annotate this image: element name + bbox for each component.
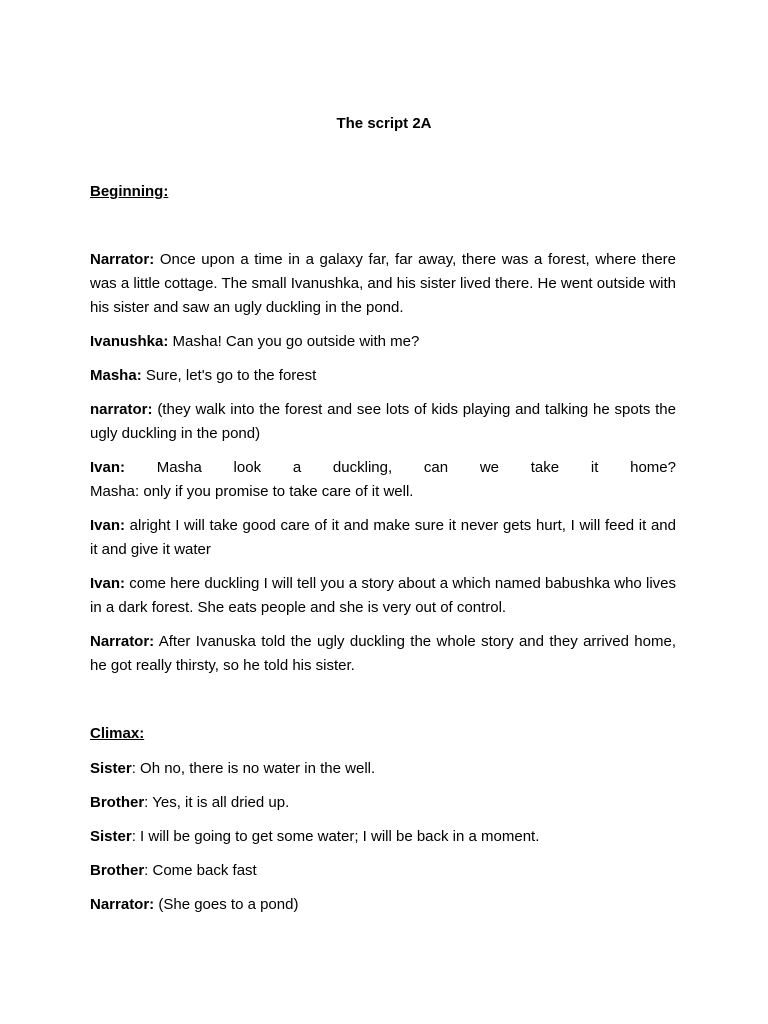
speaker-label: Brother <box>90 794 145 811</box>
line-text: : Yes, it is all dried up. <box>144 794 290 811</box>
word: home? <box>630 459 676 476</box>
line-text: (She goes to a pond) <box>154 896 299 913</box>
speaker-label: Masha <box>90 367 137 384</box>
script-line-ivan-promise <box>90 514 676 562</box>
speaker-colon: : <box>149 251 155 268</box>
script-line-narrator-pond <box>90 893 676 917</box>
word: it <box>590 459 599 476</box>
word: we <box>479 459 499 476</box>
line-text: (they walk into the forest and see lots of kids playing and talking he spots the ugly duckling in the pond) <box>90 401 676 442</box>
speaker-label: Narrator: <box>90 896 155 913</box>
script-line-narrator-thirsty <box>90 630 676 678</box>
line-text: Once upon a time in a galaxy far, far away, there was a forest, where there was a little cottage. The small Ivanushka, and his sister lived there. He went outside with his sister and saw an ugly duckling in the pond. <box>90 251 676 316</box>
script-line-sister-well <box>90 757 676 781</box>
speaker-label: Narrator <box>90 251 150 268</box>
line-text: come here duckling I will tell you a story about a which named babushka who lives in a dark forest. She eats people and she is very out of control. <box>90 575 676 616</box>
line-text: alright I will take good care of it and make sure it never gets hurt, I will feed it and it and give it water <box>90 517 676 558</box>
script-line-masha <box>90 364 676 388</box>
speaker-label: narrator <box>90 401 148 418</box>
speaker-colon: : <box>147 401 153 418</box>
line-continuation: Masha: only if you promise to take care of it well. <box>90 483 414 500</box>
section-heading-beginning: Beginning: <box>90 183 169 200</box>
speaker-label: Narrator: <box>90 633 155 650</box>
line-text: : Come back fast <box>144 862 257 879</box>
word: can <box>423 459 449 476</box>
script-line-sister-water <box>90 825 676 849</box>
script-line-brother-dried <box>90 791 676 815</box>
section-heading-climax: Climax: <box>90 725 145 742</box>
line-text: : Oh no, there is no water in the well. <box>131 760 376 777</box>
word: duckling, <box>332 459 393 476</box>
script-line-ivanushka <box>90 330 676 354</box>
document-title: The script 2A <box>336 115 432 132</box>
speaker-label: Ivan: <box>90 517 126 534</box>
speaker-label: Ivan: <box>90 575 126 592</box>
word: look <box>233 459 262 476</box>
line-text: : I will be going to get some water; I will be back in a moment. <box>131 828 540 845</box>
word: Masha <box>156 459 202 476</box>
script-line-ivan-story <box>90 572 676 620</box>
line-text: After Ivanuska told the ugly duckling the whole story and they arrived home, he got really thirsty, so he told his sister. <box>90 633 676 674</box>
line-text: Masha! Can you go outside with me? <box>168 333 420 350</box>
speaker-colon: : <box>136 367 142 384</box>
speaker-label: Ivanushka <box>90 333 164 350</box>
speaker-colon: : <box>163 333 169 350</box>
speaker-label: Brother <box>90 862 145 879</box>
script-line-narrator-intro <box>90 248 676 320</box>
spread-line <box>90 456 676 480</box>
script-line-ivan-duckling <box>90 456 676 504</box>
word: a <box>292 459 302 476</box>
word: take <box>530 459 560 476</box>
line-text: Sure, let's go to the forest <box>141 367 317 384</box>
script-line-brother-fast <box>90 859 676 883</box>
speaker-label: Ivan: <box>90 459 126 476</box>
speaker-label: Sister <box>90 760 132 777</box>
script-line-narrator-forest <box>90 398 676 446</box>
speaker-label: Sister <box>90 828 132 845</box>
